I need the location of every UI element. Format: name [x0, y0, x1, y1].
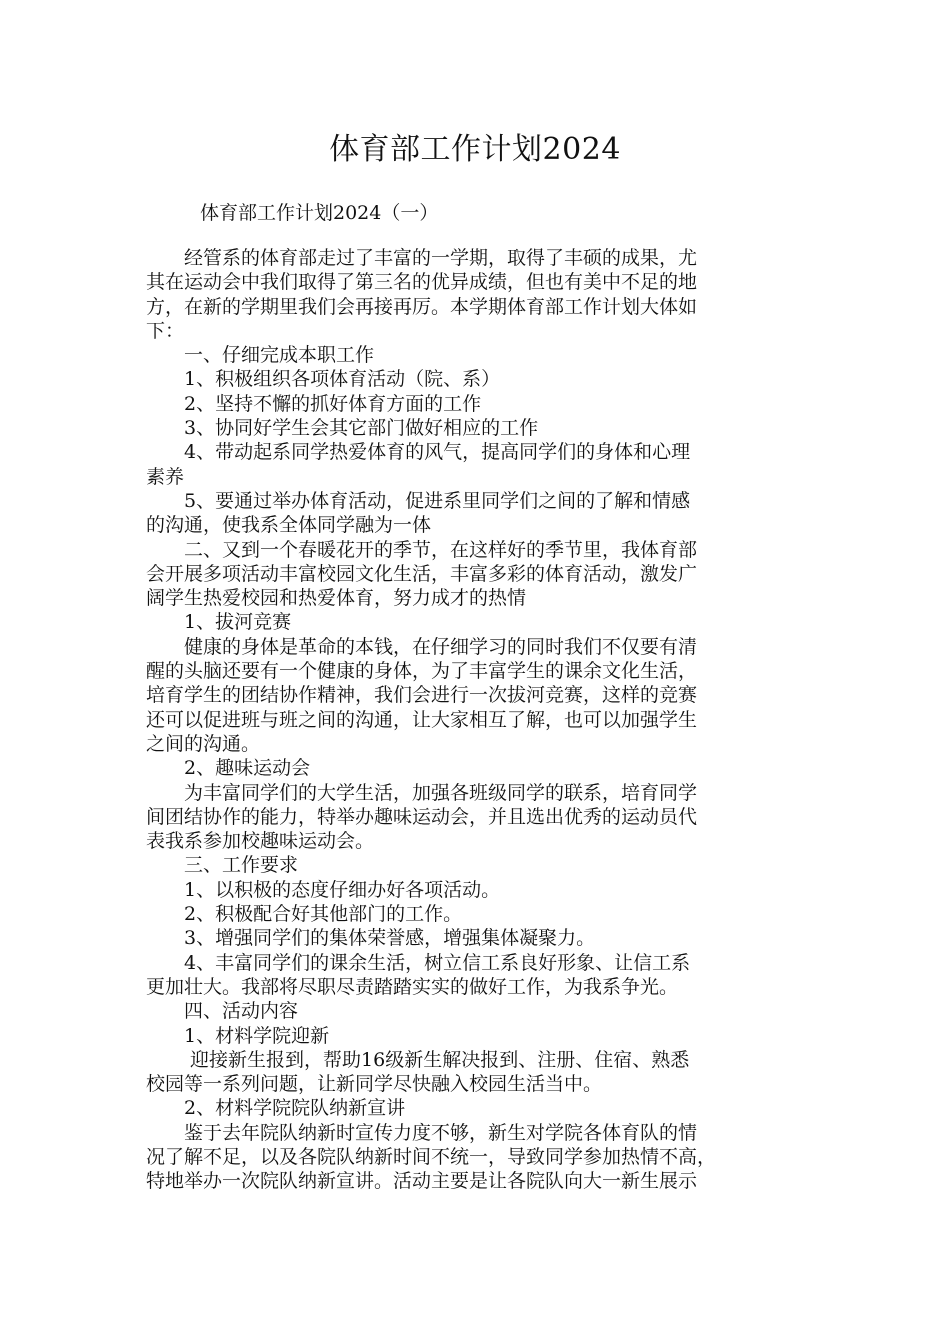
body-line: 会开展多项活动丰富校园文化生活，丰富多彩的体育活动，激发广 — [146, 562, 698, 585]
body-line: 四、活动内容 — [146, 1000, 299, 1023]
body-line: 还可以促进班与班之间的沟通，让大家相互了解，也可以加强学生 — [146, 708, 698, 731]
body-line: 4、带动起系同学热爱体育的风气，提高同学们的身体和心理 — [146, 441, 691, 464]
body-line: 校园等一系列问题，让新同学尽快融入校园生活当中。 — [146, 1073, 603, 1096]
body-line: 三、工作要求 — [146, 854, 299, 877]
body-line: 二、又到一个春暖花开的季节，在这样好的季节里，我体育部 — [146, 538, 698, 561]
body-line: 4、丰富同学们的课余生活，树立信工系良好形象、让信工系 — [146, 951, 691, 974]
body-line: 为丰富同学们的大学生活，加强各班级同学的联系，培育同学 — [146, 781, 698, 804]
body-line: 1、以积极的态度仔细办好各项活动。 — [146, 878, 501, 901]
body-line: 鉴于去年院队纳新时宣传力度不够，新生对学院各体育队的情 — [146, 1121, 698, 1144]
body-line: 2、坚持不懈的抓好体育方面的工作 — [146, 392, 482, 415]
body-line: 方，在新的学期里我们会再接再厉。本学期体育部工作计划大体如 — [146, 295, 698, 318]
body-line: 下： — [146, 319, 185, 342]
body-line: 醒的头脑还要有一个健康的身体，为了丰富学生的课余文化生活， — [146, 660, 698, 683]
document-body — [146, 246, 808, 1194]
body-line: 3、协同好学生会其它部门做好相应的工作 — [146, 417, 539, 440]
body-line: 2、积极配合好其他部门的工作。 — [146, 903, 463, 926]
body-line: 2、材料学院院队纳新宣讲 — [146, 1097, 406, 1120]
body-line: 健康的身体是革命的本钱，在仔细学习的同时我们不仅要有清 — [146, 635, 698, 658]
document-title: 体育部工作计划2024 — [329, 132, 621, 167]
body-line: 况了解不足，以及各院队纳新时间不统一，导致同学参加热情不高， — [146, 1145, 717, 1168]
body-line: 其在运动会中我们取得了第三名的优异成绩，但也有美中不足的地 — [146, 271, 698, 294]
body-line: 一、仔细完成本职工作 — [146, 344, 375, 367]
body-line: 经管系的体育部走过了丰富的一学期，取得了丰硕的成果，尤 — [146, 247, 698, 269]
body-line: 1、积极组织各项体育活动（院、系） — [146, 368, 501, 391]
body-line: 之间的沟通。 — [146, 732, 261, 755]
body-line: 1、拔河竞赛 — [146, 611, 292, 634]
body-line: 2、趣味运动会 — [146, 757, 311, 780]
document-subtitle: 体育部工作计划2024（一） — [200, 202, 439, 224]
body-line: 更加壮大。我部将尽职尽责踏踏实实的做好工作，为我系争光。 — [146, 975, 679, 998]
body-line: 表我系参加校趣味运动会。 — [146, 830, 375, 853]
body-line: 5、要通过举办体育活动，促进系里同学们之间的了解和情感 — [146, 489, 691, 512]
body-line: 的沟通，使我系全体同学融为一体 — [146, 514, 432, 537]
body-line: 1、材料学院迎新 — [146, 1024, 330, 1047]
body-line: 3、增强同学们的集体荣誉感，增强集体凝聚力。 — [146, 927, 596, 950]
body-line: 间团结协作的能力，特举办趣味运动会，并且选出优秀的运动员代 — [146, 805, 698, 828]
body-line: 培育学生的团结协作精神，我们会进行一次拔河竞赛，这样的竞赛 — [146, 684, 698, 707]
body-line: 迎接新生报到，帮助16级新生解决报到、注册、住宿、熟悉 — [146, 1048, 690, 1071]
body-line: 素养 — [146, 465, 185, 488]
body-line: 阔学生热爱校园和热爱体育，努力成才的热情 — [146, 587, 527, 610]
body-line: 特地举办一次院队纳新宣讲。活动主要是让各院队向大一新生展示 — [146, 1170, 698, 1193]
